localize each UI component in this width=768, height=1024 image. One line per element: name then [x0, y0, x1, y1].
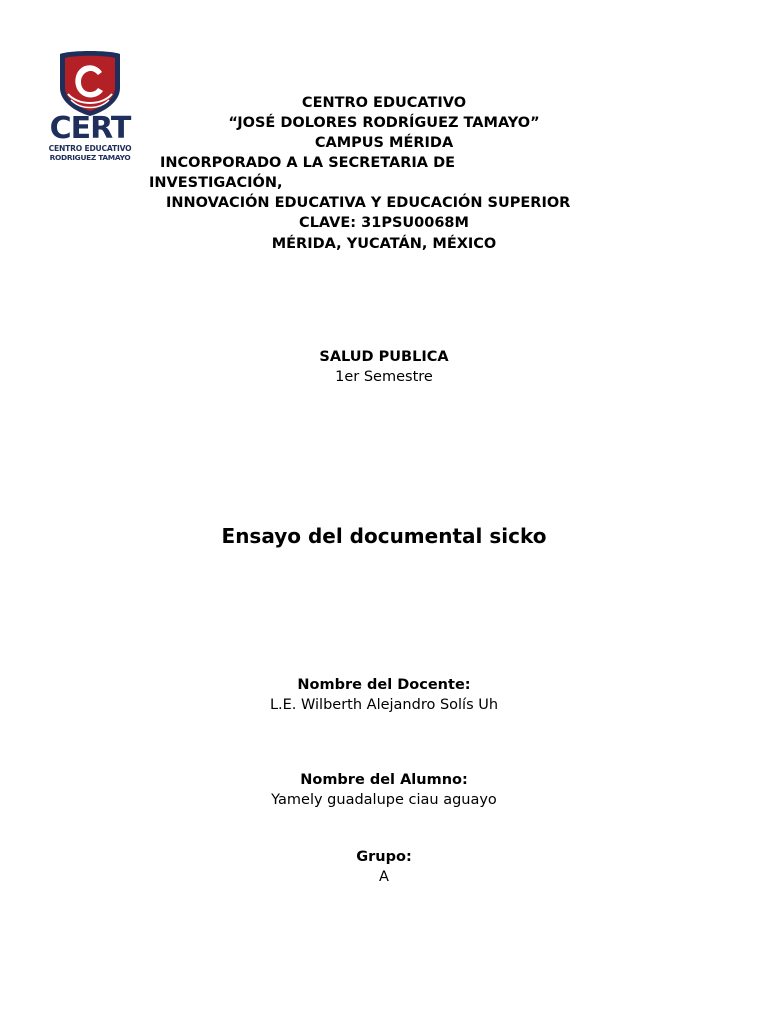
header-line-investigacion: INVESTIGACIÓN,	[149, 175, 283, 191]
header-line-incorporado: INCORPORADO A LA SECRETARIA DE	[160, 155, 456, 171]
logo-subtitle-line2: RODRIGUEZ TAMAYO	[49, 153, 131, 162]
header-line-location: MÉRIDA, YUCATÁN, MÉXICO	[271, 236, 497, 252]
teacher-label: Nombre del Docente:	[297, 677, 471, 693]
logo-wordmark: CERT	[49, 111, 131, 146]
teacher-name: L.E. Wilberth Alejandro Solís Uh	[269, 697, 499, 713]
student-name: Yamely guadalupe ciau aguayo	[271, 792, 497, 808]
subject-semester: 1er Semestre	[335, 369, 433, 385]
header-line-clave: CLAVE: 31PSU0068M	[299, 215, 469, 231]
student-label: Nombre del Alumno:	[300, 772, 468, 788]
header-line-centro-educativo: CENTRO EDUCATIVO	[301, 95, 467, 111]
header-line-innovacion: INNOVACIÓN EDUCATIVA Y EDUCACIÓN SUPERIOR	[166, 195, 571, 211]
group-value: A	[379, 869, 389, 885]
header-line-campus: CAMPUS MÉRIDA	[314, 135, 454, 151]
document-title: Ensayo del documental sicko	[221, 524, 547, 548]
group-label: Grupo:	[356, 849, 412, 865]
header-line-school-name: “JOSÉ DOLORES RODRÍGUEZ TAMAYO”	[228, 115, 540, 131]
subject-name: SALUD PUBLICA	[319, 349, 449, 365]
logo-subtitle-line1: CENTRO EDUCATIVO	[48, 144, 132, 153]
